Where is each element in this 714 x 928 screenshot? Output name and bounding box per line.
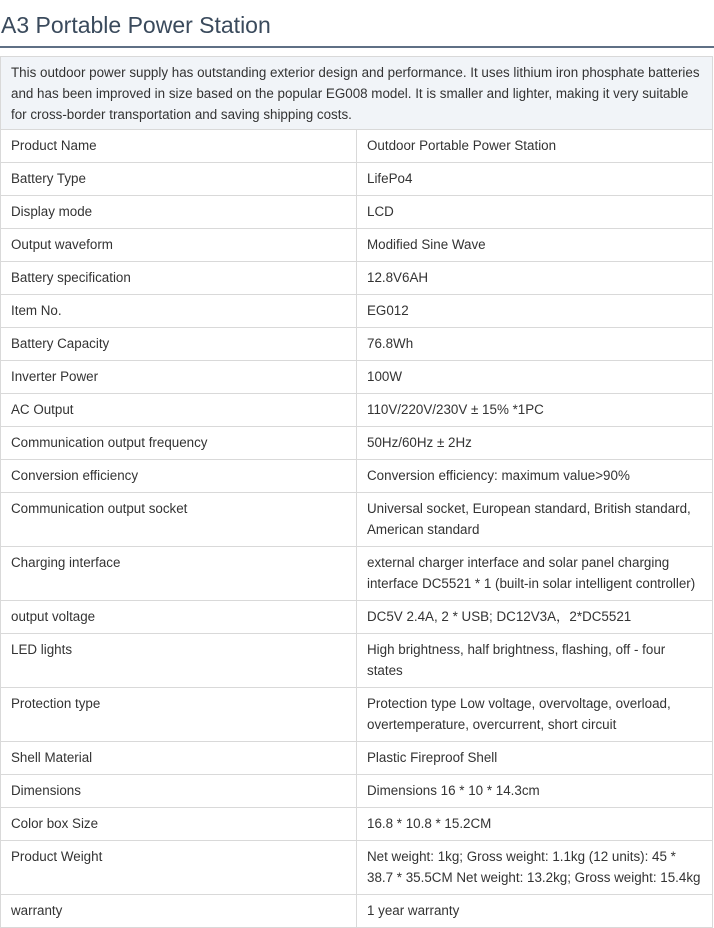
spec-label: Shell Material [1,742,357,775]
spec-value: Outdoor Portable Power Station [357,130,713,163]
spec-value: Conversion efficiency: maximum value>90% [357,460,713,493]
spec-value: 1 year warranty [357,895,713,928]
spec-row [1,130,713,163]
spec-value: Modified Sine Wave [357,229,713,262]
spec-label: Inverter Power [1,361,357,394]
spec-value: 16.8 * 10.8 * 15.2CM [357,808,713,841]
spec-value: Dimensions 16 * 10 * 14.3cm [357,775,713,808]
spec-row [1,295,713,328]
spec-row [1,394,713,427]
spec-value: DC5V 2.4A, 2 * USB; DC12V3A，2*DC5521 [357,601,713,634]
spec-label: Display mode [1,196,357,229]
spec-label: Charging interface [1,547,357,601]
spec-row [1,229,713,262]
spec-value: LCD [357,196,713,229]
spec-row [1,742,713,775]
page-title: A3 Portable Power Station [1,12,271,38]
spec-row [1,895,713,928]
spec-label: Dimensions [1,775,357,808]
spec-value: Universal socket, European standard, British standard, American standard [357,493,713,547]
spec-value: LifePo4 [357,163,713,196]
spec-value: Net weight: 1kg; Gross weight: 1.1kg (12 units): 45 * 38.7 * 35.5CM Net weight: 13.2kg; Gross weight: 15.4kg [357,841,713,895]
spec-row [1,601,713,634]
spec-label: AC Output [1,394,357,427]
title-divider [0,46,714,48]
spec-label: Communication output socket [1,493,357,547]
spec-row [1,427,713,460]
intro-text: This outdoor power supply has outstanding exterior design and performance. It uses lithium iron phosphate batteries and has been improved in size based on the popular EG008 model. It is smaller and lighter, making it very suitable for cross-border transportation and saving shipping costs. [1,57,713,130]
spec-row [1,361,713,394]
spec-row [1,328,713,361]
spec-value: 100W [357,361,713,394]
spec-row [1,547,713,601]
spec-label: Output waveform [1,229,357,262]
spec-label: Battery specification [1,262,357,295]
spec-row [1,262,713,295]
spec-row [1,634,713,688]
spec-row [1,493,713,547]
spec-row [1,196,713,229]
spec-value: 76.8Wh [357,328,713,361]
spec-label: Battery Type [1,163,357,196]
spec-row [1,460,713,493]
spec-label: Item No. [1,295,357,328]
spec-label: Product Name [1,130,357,163]
spec-label: Product Weight [1,841,357,895]
spec-value: Plastic Fireproof Shell [357,742,713,775]
spec-value: 110V/220V/230V ± 15% *1PC [357,394,713,427]
spec-row [1,688,713,742]
spec-label: Color box Size [1,808,357,841]
spec-label: output voltage [1,601,357,634]
intro-row [1,57,713,130]
spec-value: Protection type Low voltage, overvoltage, overload, overtemperature, overcurrent, short circuit [357,688,713,742]
spec-table [0,56,713,928]
spec-row [1,841,713,895]
spec-label: Protection type [1,688,357,742]
spec-value: 12.8V6AH [357,262,713,295]
spec-label: Battery Capacity [1,328,357,361]
spec-row [1,775,713,808]
spec-label: warranty [1,895,357,928]
spec-label: LED lights [1,634,357,688]
spec-row [1,808,713,841]
spec-label: Conversion efficiency [1,460,357,493]
spec-value: external charger interface and solar panel charging interface DC5521 * 1 (built-in solar intelligent controller) [357,547,713,601]
spec-value: High brightness, half brightness, flashing, off - four states [357,634,713,688]
spec-label: Communication output frequency [1,427,357,460]
spec-value: 50Hz/60Hz ± 2Hz [357,427,713,460]
spec-value: EG012 [357,295,713,328]
spec-row [1,163,713,196]
